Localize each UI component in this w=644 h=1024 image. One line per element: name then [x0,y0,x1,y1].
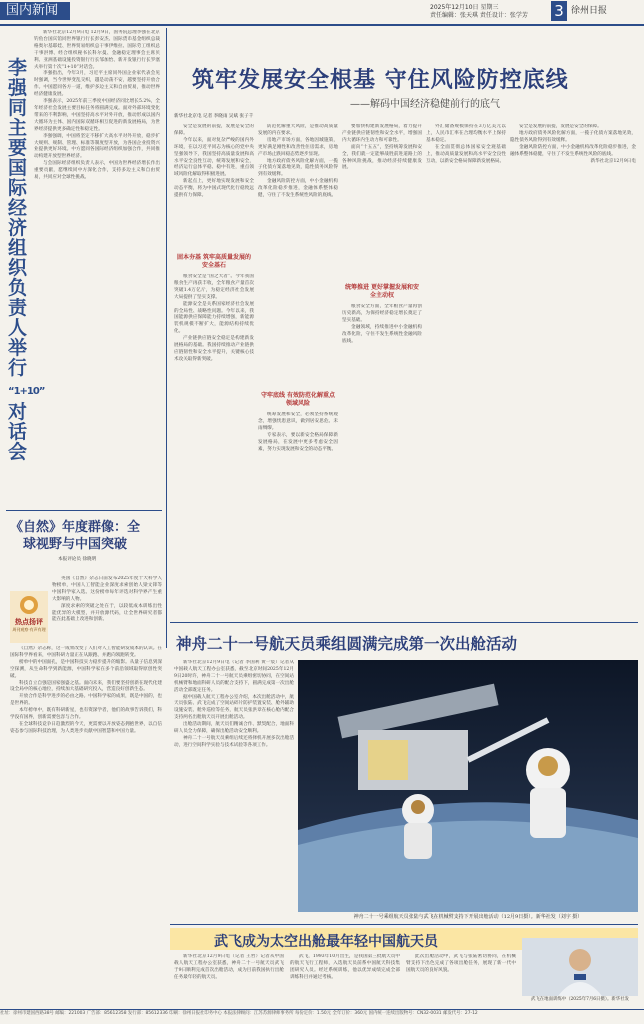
astronaut-headline: 神舟二十一号航天员乘组圆满完成第一次出舱活动 [176,635,518,653]
main-headline: 筑牢发展安全根基 守住风险防控底线 [192,68,569,93]
page-number: 3 [551,1,567,21]
hot-sub: 周刊观察·有声有理 [12,627,46,632]
nature-byline: 本报评论员 徐晓明 [58,557,97,562]
lead-story-body: 新华社北京12月9日电 12月9日，国务院总理李强在北京钓鱼台国宾馆同世界银行行长彭安杰、国际货币基金组织总裁格奥尔基耶娃、世界贸易组织总干事伊维拉、国际劳工组织总干事洪博、经合组织秘书长科尔曼、金融稳定理事会主席贝利、亚洲基础设施投资银行行长邹加怡、新开发银行行长罗塞夫举行第十次“1+10”对话会。 李强指出，今年3月，习近平主席同外国企业家代表会见时强调，当今世界变乱交织，越是动荡不安，越要坚持开放合作。中国愿同各方一道，维护多边主义和自由贸易，推动世界经济健康发展。 李强表示，2025年前三季度中国经济同比增长5.2%，全年经济社会发展主要目标任务将圆满完成。面对外部环境变化带来的不利影响，中国坚持高水平对外开放，推动形成以国内大循环为主体、国内国际双循环相互促进的新发展格局，为世界经济提供更多确定性和稳定性。 李强强调，中国将坚定不移扩大高水平对外开放，稳步扩大规则、规制、管理、标准等制度型开放，为各国企业投资兴业提供更好环境。中方愿同各国际经济组织加强合作，共同推动构建开放型世界经济。 与会国际经济组织负责人表示，中国为世界经济增长作出重要贡献，愿继续同中方深化合作，支持多边主义和自由贸易，共同应对全球性挑战。 [34,30,160,181]
main-subtitle-2: 守牢底线 有效防范化解重点领域风险 [260,392,336,407]
main-col3: 要加快构建新发展格局，着力提升产业链供应链韧性和安全水平，增强国内大循环内生动力和可靠性。 面向“十五五”，坚持统筹发展和安全，我们就一定能够战胜前进道路上的各种风险挑战，推动经济持续健康发展。 [342,124,422,171]
main-subtitle-1: 固本夯基 筑牢高质量发展的安全基石 [176,254,252,269]
astronaut-body: 新华社北京12月9日电（记者 李国利 黄一宸）记者从中国载人航天工程办公室获悉，截至北京时间2025年12月9日20时许，神舟二十一号航天员乘组密切协同，在空间站机械臂和地面科研人员的配合支持下，圆满完成第一次出舱活动全部既定任务。 据中国载人航天工程办公室介绍，本次出舱活动中，航天员张陆、武飞完成了空间站碎片防护装置安装、舱外辅助设施安装、舱外巡检等任务，航天员张洪章在核心舱内配合支持两名出舱航天员开展出舱活动。 出舱活动期间，航天员们精诚合作、默契配合，地面科研人员全力保障，确保出舱活动安全顺利。 神舟二十一号航天员乘组后续还将择机开展多次出舱活动，进行空间科学实验与技术试验等各项工作。 [174,660,294,748]
wufei-caption: 武飞在地面训练中（2025年7月6日摄）。新华社发 [531,997,629,1002]
footer: 社址：徐州市建国西路38号 邮编：221003 广告部：85612358 发行部：85612336 印刷：徐州日报社印务中心 本报法律顾问：江苏苏源律师事务所 每份定价：1.50元 全年订价：360元 国内统一连续出版物号：CN32-0031 邮发代号：27-12 [0,1011,478,1016]
wufei-body-3: 此次出舱活动中，武飞与张陆密切协同，在机械臂支持下出色完成了各项出舱任务，展现了新一代中国航天员的良好风貌。 [406,954,516,973]
section-rule-wufei [170,924,638,925]
issue-editors: 责任编辑：张天琪 责任设计：张学芳 [430,12,528,19]
wufei-headline: 武飞成为太空出舱最年轻中国航天员 [214,934,438,950]
hot-topic-badge [10,591,48,643]
main-col5: 安全是发展的前提，发展是安全的保障。 地方政府债务风险化解方面，一揽子化债方案落地见效，隐性债务风险得到有效缓释。 金融风险防控方面，中小金融机构改革化险稳步推进，金融体系整体稳健，守住了不发生系统性风险的底线。 新华社北京12月9日电 [510,124,636,164]
section-rule [6,510,162,511]
wufei-body-1: 新华社北京12月9日电（记者 王哲）记者从中国载人航天工程办公室获悉，神舟二十一号航天员武飞于9日顺利完成首次出舱活动，成为目前我国执行出舱任务最年轻的航天员。 [174,954,284,980]
footer-rule [0,1009,644,1010]
main-subheadline: ——解码中国经济稳健前行的底气 [350,99,500,110]
wufei-portrait [522,938,638,996]
section-rule-astronaut [170,622,638,623]
lead-vertical-headline: 李 强 同 主 要 国 际 经 济 组 织 负 责 人 举 行 “1+10” 对 话 会 [8,57,45,463]
spacewalk-caption: 神舟二十一号乘组航天员张陆与武飞在机械臂支持下开展出舱活动（12月9日摄）。新华社发（刘宇 摄） [353,914,583,920]
main-col1-bottom: 粮食安全是“国之大者”。今年我国粮食生产再获丰收，全年粮食产量首次突破1.4万亿斤，为稳定经济社会发展大局提供了坚实支撑。 能源安全是关系国家经济社会发展的全局性、战略性问题。今年以来，我国能源供应保障能力持续增强，新能源装机规模不断扩大，能源结构持续优化。 产业链供应链安全稳定是构建新发展格局的基础。我国持续推动产业链供应链韧性和安全水平提升，关键核心技术攻关取得新突破。 [174,274,254,362]
section-title: 国内新闻 [0,2,70,20]
main-col3-bottom: 粮食安全方面，全年粮食产量再创历史新高，为保持经济稳定增长奠定了坚实基础。 金融领域，持续推进中小金融机构改革化险，守住不发生系统性金融风险底线。 [342,304,422,344]
column-divider [166,28,167,648]
wufei-photo [522,938,638,996]
main-subtitle-3: 统筹推进 更好掌握发展和安全主动权 [344,284,420,299]
issue-info [430,4,528,20]
main-col2: 防范化解重大风险，是推动高质量发展的内在要求。 房地产市场方面，各地因城施策，更好满足刚性和改善性住房需求，房地产市场止跌回稳态势逐步显现。 地方政府债务风险化解方面，一揽子化债方案落地见效，隐性债务风险得到有效缓释。 金融风险防控方面，中小金融机构改革化险稳步推进，金融体系整体稳健，守住了不发生系统性风险的底线。 [258,124,338,199]
main-col1-top: 安全是发展的前提，发展是安全的保障。 今年以来，面对复杂严峻的国内外环境，在以习近平同志为核心的党中央坚强领导下，我国坚持高质量发展和高水平安全良性互动，统筹发展和安全，经济运行总体平稳、稳中有进，重点领域风险化解取得积极进展。 新起点上，更好地实现发展和安全动态平衡，将为中国式现代化行稳致远提供有力保障。 [174,124,254,199]
nature-story-title: 《自然》年度群像：全球视野与中国突破 [10,520,141,552]
main-col4: 外汇储备规模保持在3万亿美元以上，人民币汇率在合理均衡水平上保持基本稳定。 在全面贯彻总体国家安全观基础上，推动高质量发展和高水平安全良性互动，以新安全格局保障新发展格局。 [426,124,506,164]
wufei-body-2: 武飞，1993年10月出生，是我国第三批航天员中的航天飞行工程师，入选航天员前系中国航天科技集团研究人员。经过系统训练，他以优异成绩完成全部训练科目并通过考核。 [290,954,400,980]
main-col2-bottom: 统筹发展和安全，必须坚持系统观念，增强忧患意识，做到居安思危、未雨绸缪。 专家表示，要以新安全格局保障新发展格局，在发展中更多考虑安全因素，努力实现发展和安全的动态平衡。 [258,412,338,452]
spacewalk-photo [298,660,638,912]
hot-label: 热点扬评 [15,618,43,626]
nature-body-top: 英国《自然》杂志日前发布2025年度十大科学人物榜单，中国人工智能企业深度求索创始人梁文锋等中国科学家入选。这份榜单每年评选对科学界产生重大影响的人物。 深度求索的突破之处在于，以较低成本训练出性能优异的大模型，并开放源代码，让全世界研究者都能在此基础上改进和创新。 [52,576,162,623]
paper-logo: 徐州日报 [571,6,608,16]
issue-date: 2025年12月10日 星期三 [430,4,499,11]
spacewalk-illustration [298,660,638,912]
nature-body: 《自然》杂志称，这一成果改变了人们对人工智能研发成本的认识。在国际科学界看来，中国科研力量正在从跟跑、并跑向领跑转变。 榜单中的中国面孔，是中国科技实力稳步提升的缩影。从量子信息到深空探测，从生命科学到新能源，中国科学家在多个前沿领域取得原创性突破。 科技自立自强是国家强盛之基。面向未来，我们要坚持创新在现代化建设全局中的核心地位，持续加大基础研究投入，营造良好创新生态。 开放合作是科学进步的必由之路。中国科学家的成果，既是中国的，也是世界的。 本年榜单中，既有科研新星，也有资深学者，他们的故事告诉我们，科学没有国界，创新需要包容与合作。 在全球科技竞争日趋激烈的今天，更需要以开放姿态拥抱世界，以自信姿态参与国际科技治理，为人类进步贡献中国智慧和中国力量。 [10,646,162,734]
main-byline: 新华社北京电 记者 李晓雨 吴斌 张子千 [174,114,254,119]
header-rule [0,24,644,26]
